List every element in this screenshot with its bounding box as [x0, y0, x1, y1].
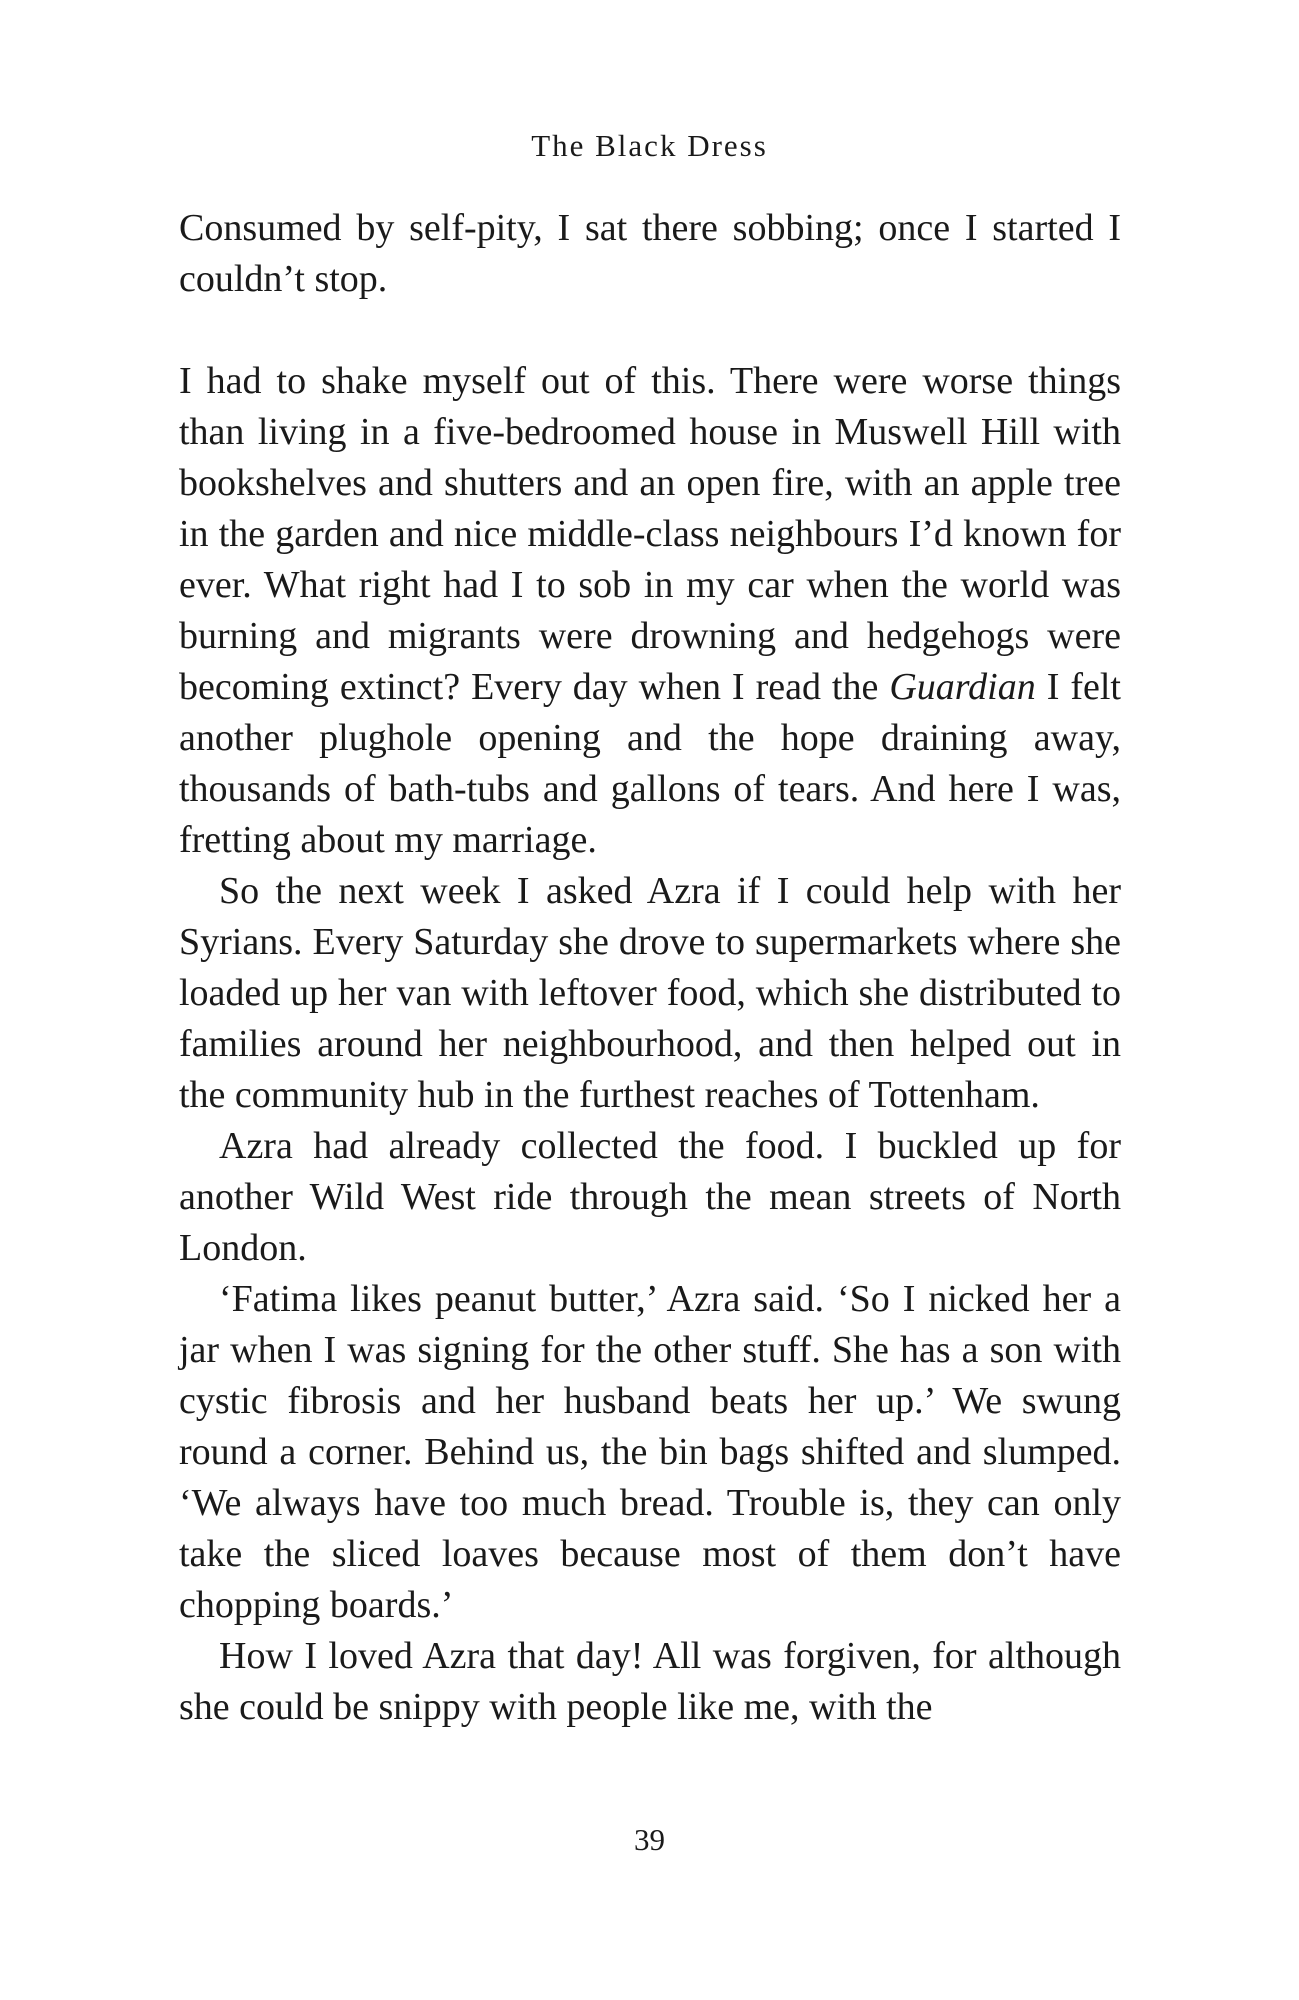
paragraph-6: How I loved Azra that day! All was forgiven, for although she could be snippy with people like me, with the — [179, 1635, 1121, 1728]
paragraph-2-part-2: I felt another plughole opening and the hope draining away, thousands of bath-tubs and gallons of tears. And here I was, fretting about my marriage. — [179, 666, 1121, 861]
paragraph-4: Azra had already collected the food. I buckled up for another Wild West ride through the mean streets of North London. — [179, 1125, 1121, 1269]
body-text — [179, 203, 1121, 1733]
running-head: The Black Dress — [531, 128, 768, 163]
paragraph-3: So the next week I asked Azra if I could help with her Syrians. Every Saturday she drove to supermarkets where she loaded up her van with leftover food, which she distributed to families around her neighbourhood, and then helped out in the community hub in the furthest reaches of Tottenham. — [179, 870, 1121, 1116]
paragraph-2 — [179, 356, 1121, 866]
paragraph-5: ‘Fatima likes peanut butter,’ Azra said. ‘So I nicked her a jar when I was signing for the other stuff. She has a son with cystic fibrosis and her husband beats her up.’ We swung round a corner. Behind us, the bin bags shifted and slumped. ‘We always have too much bread. Trouble is, they can only take the sliced loaves because most of them don’t have chopping boards.’ — [179, 1278, 1121, 1626]
page-number: 39 — [634, 1822, 665, 1857]
paragraph-1: Consumed by self-pity, I sat there sobbing; once I started I couldn’t stop. — [179, 207, 1121, 300]
paragraph-2-part-1: I had to shake myself out of this. There were worse things than living in a five-bedroomed house in Muswell Hill with bookshelves and shutters and an open fire, with an apple tree in the garden and nice middle-class neighbours I’d known for ever. What right had I to sob in my car when the world was burning and migrants were drowning and hedgehogs were becoming extinct? Every day when I read the — [179, 360, 1121, 708]
paragraph-2-italic-title: Guardian — [889, 666, 1036, 708]
